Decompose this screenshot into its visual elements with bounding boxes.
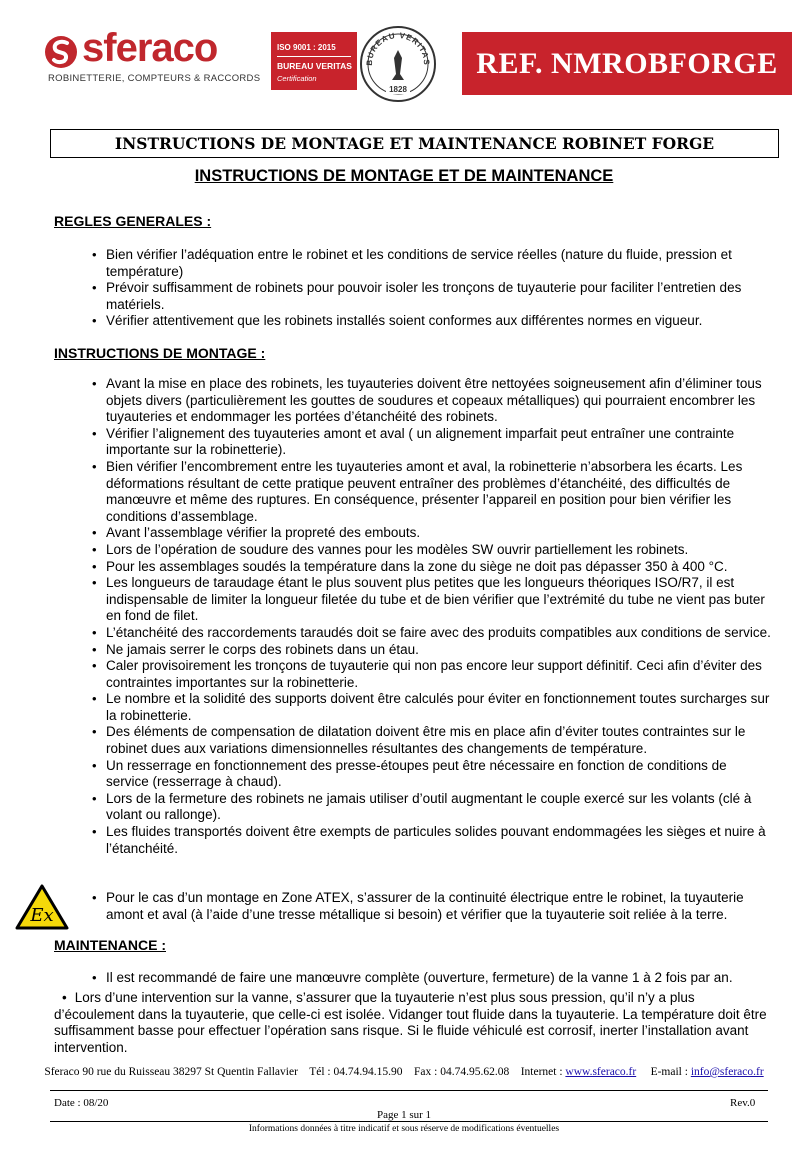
atex-instruction-list <box>92 890 772 923</box>
list-item: • Avant la mise en place des robinets, les tuyauteries doivent être nettoyées soigneusement afin d’éliminer tous objets divers (particulièrement les gouttes de soudures et copeaux métalliques) qui pourraient encombrer les tuyauteries et endommager les portées d’étanchéité des robinets. <box>92 376 772 426</box>
list-item: • Caler provisoirement les tronçons de tuyauterie qui non pas encore leur support définitif. Ceci afin d’éviter des contraintes importantes sur la robinetterie. <box>92 658 772 691</box>
list-item: • Le nombre et la solidité des supports doivent être calculés pour éviter en fonctionnement toutes surcharges sur la robinetterie. <box>92 691 772 724</box>
list-item: • Les longueurs de taraudage étant le plus souvent plus petites que les longueurs théoriques ISO/R7, il est indispensable de limiter la longueur filetée du tube et de bien vérifier que l’extrémité du tube ne vient pas buter en fond de filet. <box>92 575 772 625</box>
cert-divider <box>277 56 351 57</box>
footer-address: Sferaco 90 rue du Ruisseau 38297 St Quentin Fallavier <box>44 1066 298 1078</box>
list-item: • Un resserrage en fonctionnement des presse-étoupes peut être nécessaire en fonction de conditions de service (resserrage à chaud). <box>92 758 772 791</box>
footer-tel: Tél : 04.74.94.15.90 <box>309 1066 403 1078</box>
list-item: • Vérifier l’alignement des tuyauteries amont et aval ( un alignement imparfait peut entraîner une contrainte importante sur la robinetterie). <box>92 426 772 459</box>
maintenance-text: Lors d’une intervention sur la vanne, s’assurer que la tuyauterie n’est plus sous pression, qu’il n’y a plus d’écoulement dans la tuyauterie, que celle-ci est isolée. Vidanger tout fluide dans la tuyauterie. La température doit être suffisamment basse pour effectuer l’opération sans risque. Si le fluide véhiculé est corrosif, inerter l’installation avant intervention. <box>54 990 767 1055</box>
bureau-veritas-seal-icon <box>358 24 438 104</box>
list-item: • Prévoir suffisamment de robinets pour pouvoir isoler les tronçons de tuyauterie pour faciliter l’entretien des matériels. <box>92 280 772 313</box>
cert-iso-label: ISO 9001 : 2015 <box>277 43 336 52</box>
document-subtitle: INSTRUCTIONS DE MONTAGE ET DE MAINTENANCE <box>194 167 614 185</box>
document-title: INSTRUCTIONS DE MONTAGE ET MAINTENANCE ROBINET FORGE <box>50 129 779 158</box>
general-rules-list <box>92 247 772 330</box>
logo-wordmark: sferaco <box>82 26 218 70</box>
cert-certification-label: Certification <box>277 74 317 83</box>
list-item: • Des éléments de compensation de dilatation doivent être mis en place afin d’éviter toutes contraintes sur le robinet dues aux variations dimensionnelles résultantes des changements de température. <box>92 724 772 757</box>
list-item: • Lors de la fermeture des robinets ne jamais utiliser d’outil augmentant le couple exercé sur les volants (clé à volant ou rallonge). <box>92 791 772 824</box>
iso-certification-badge <box>271 32 357 90</box>
maintenance-bullet: • <box>62 990 67 1005</box>
page-number: Page 1 sur 1 <box>376 1109 432 1121</box>
list-item: • L’étanchéité des raccordements taraudés doit se faire avec des produits compatibles aux conditions de service. <box>92 625 772 642</box>
logo-tagline: ROBINETTERIE, COMPTEURS & RACCORDS <box>48 73 261 84</box>
atex-item: • Pour le cas d’un montage en Zone ATEX, s’assurer de la continuité électrique entre le robinet, la tuyauterie amont et aval (à l’aide d’une tresse métallique si besoin) et vérifier que la tuyauterie soit reliée à la terre. <box>92 890 772 923</box>
list-item: • Bien vérifier l’adéquation entre le robinet et les conditions de service réelles (nature du fluide, pression et température) <box>92 247 772 280</box>
section-heading-maintenance: MAINTENANCE : <box>54 937 166 953</box>
svg-text:BUREAU VERITAS: BUREAU VERITAS <box>364 30 432 66</box>
svg-text:1828: 1828 <box>389 85 407 94</box>
list-item: • Avant l’assemblage vérifier la propreté des embouts. <box>92 525 772 542</box>
footer-date: Date : 08/20 <box>54 1097 109 1109</box>
footer-revision: Rev.0 <box>730 1097 756 1109</box>
cert-bureau-label: BUREAU VERITAS <box>277 61 352 71</box>
list-item: • Ne jamais serrer le corps des robinets dans un étau. <box>92 642 772 659</box>
maintenance-list <box>92 970 772 987</box>
atex-symbol-text: Ex <box>30 905 54 926</box>
reference-badge: REF. NMROBFORGE <box>462 32 792 95</box>
website-link[interactable]: www.sferaco.fr <box>565 1066 637 1078</box>
maintenance-paragraph <box>54 990 774 1056</box>
list-item: • Il est recommandé de faire une manœuvre complète (ouverture, fermeture) de la vanne 1 à 2 fois par an. <box>92 970 772 987</box>
list-item: • Vérifier attentivement que les robinets installés soient conformes aux différentes normes en vigueur. <box>92 313 772 330</box>
section-heading-general: REGLES GENERALES : <box>54 213 212 229</box>
list-item: • Lors de l’opération de soudure des vannes pour les modèles SW ouvrir partiellement les robinets. <box>92 542 772 559</box>
email-link[interactable]: info@sferaco.fr <box>690 1066 764 1078</box>
list-item: • Les fluides transportés doivent être exempts de particules solides pouvant endommagées les sièges et nuire à l’étanchéité. <box>92 824 772 857</box>
list-item: • Pour les assemblages soudés la température dans la zone du siège ne doit pas dépasser 350 à 400 °C. <box>92 559 772 576</box>
montage-instructions-list <box>92 376 772 857</box>
footer-divider-bottom <box>50 1121 768 1122</box>
list-item: • Bien vérifier l’encombrement entre les tuyauteries amont et aval, la robinetterie n’absorbera les écarts. Les déformations résultant de cette pratique peuvent entraîner des problèmes d’étanchéité, des difficultés de manœuvre et même des ruptures. En conséquence, présenter l’appareil en position pour bien vérifier les conditions d’assemblage. <box>92 459 772 525</box>
sferaco-logo <box>44 26 261 88</box>
footer-internet-label: Internet : <box>520 1066 563 1078</box>
section-heading-montage: INSTRUCTIONS DE MONTAGE : <box>54 345 266 361</box>
sferaco-s-mark-icon <box>44 32 78 72</box>
atex-warning-icon <box>14 883 70 931</box>
footer-fax: Fax : 04.74.95.62.08 <box>414 1066 510 1078</box>
footer-contact <box>0 1066 808 1078</box>
footer-disclaimer: Informations données à titre indicatif et sous réserve de modifications éventuelles <box>248 1124 560 1134</box>
footer-divider-top <box>50 1090 768 1091</box>
footer-email-label: E-mail : <box>650 1066 688 1078</box>
